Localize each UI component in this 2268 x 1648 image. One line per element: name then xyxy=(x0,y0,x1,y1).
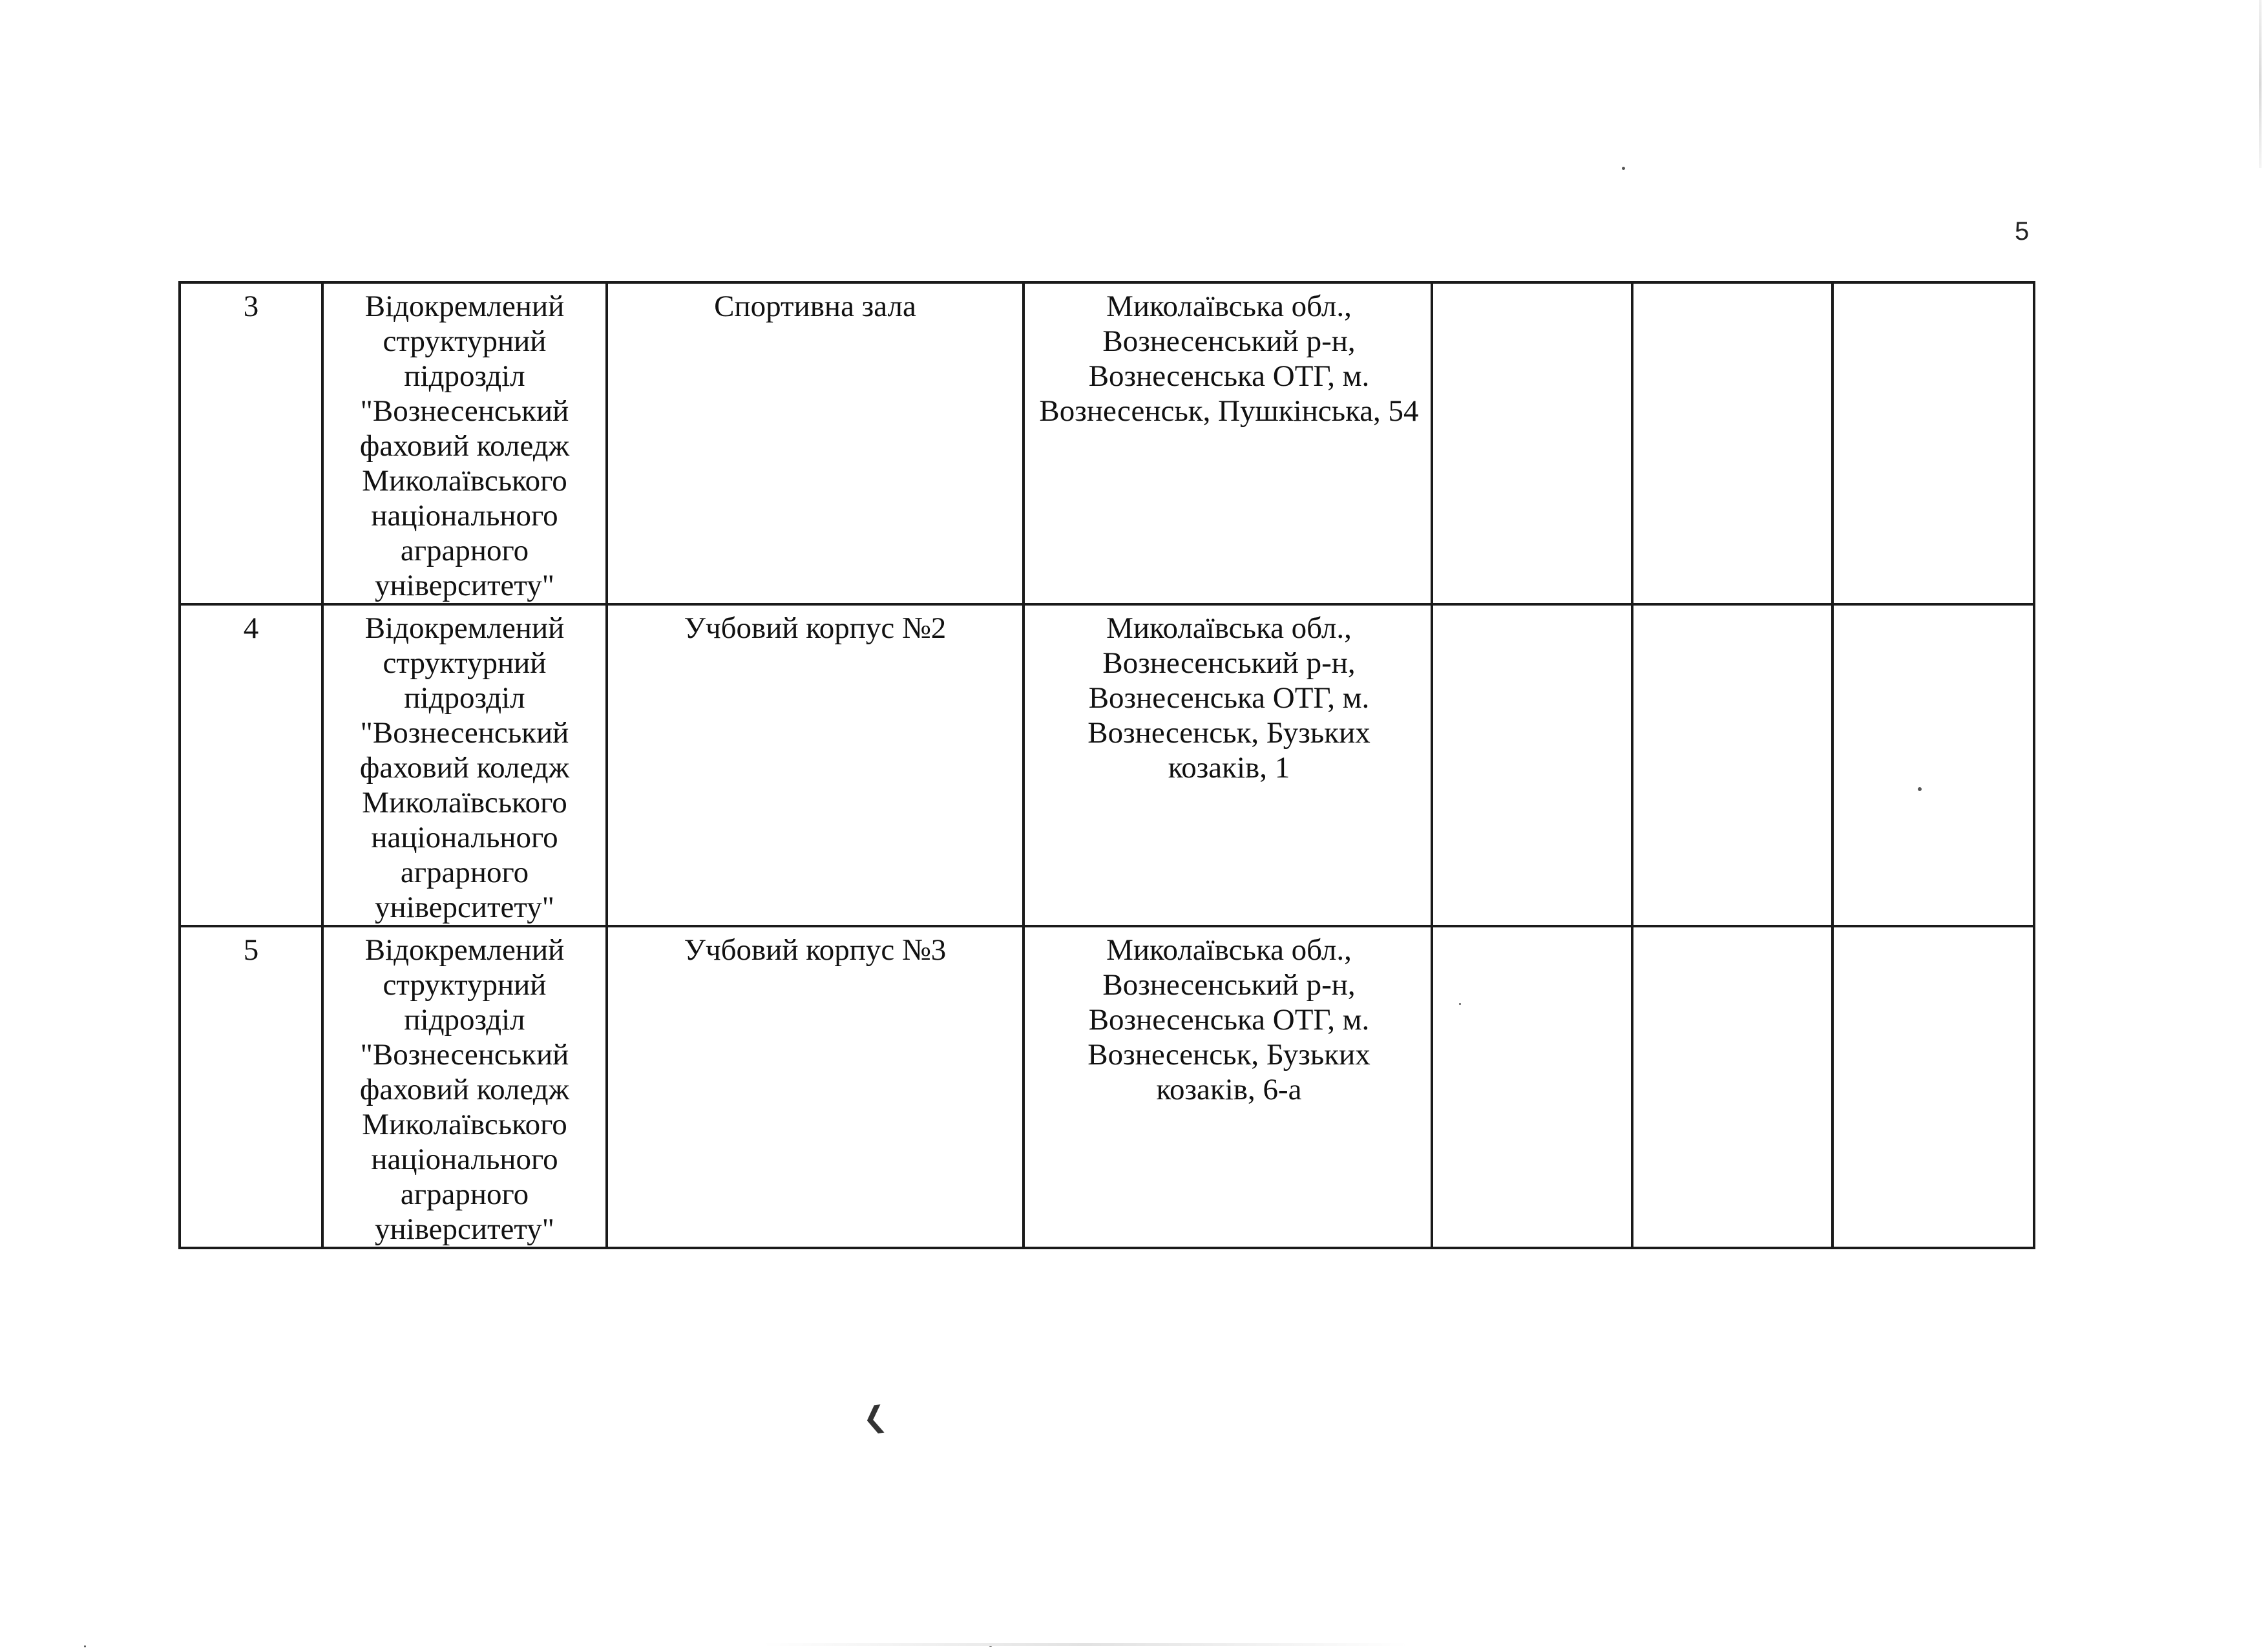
empty-cell xyxy=(1432,604,1632,926)
address-cell xyxy=(1024,926,1432,1248)
empty-cell xyxy=(1832,604,2034,926)
empty-cell xyxy=(1432,282,1632,604)
object-address: Миколаївська обл., Вознесенський р-н, Вознесенська ОТГ, м. Вознесенськ, Бузьких козаків, 6-а xyxy=(1087,933,1370,1106)
row-number-cell xyxy=(180,282,322,604)
row-number-cell xyxy=(180,604,322,926)
table-row xyxy=(180,604,2034,926)
empty-cell xyxy=(1432,926,1632,1248)
object-name: Спортивна зала xyxy=(714,290,916,323)
organization-name: Відокремлений структурний підрозділ "Вознесенський фаховий коледж Миколаївського національного аграрного університету" xyxy=(359,290,570,602)
organization-cell xyxy=(322,282,607,604)
ink-mark-icon: ❮ xyxy=(860,1399,889,1436)
scan-edge-right xyxy=(2259,0,2262,168)
scan-speck-icon xyxy=(1459,1003,1461,1005)
facilities-table xyxy=(178,281,2035,1249)
object-cell xyxy=(607,926,1024,1248)
address-cell xyxy=(1024,282,1432,604)
row-number: 5 xyxy=(243,933,259,967)
object-cell xyxy=(607,604,1024,926)
organization-cell xyxy=(322,926,607,1248)
organization-name: Відокремлений структурний підрозділ "Вознесенський фаховий коледж Миколаївського національного аграрного університету" xyxy=(359,611,570,924)
table-row xyxy=(180,926,2034,1248)
object-name: Учбовий корпус №3 xyxy=(684,933,947,967)
empty-cell xyxy=(1832,282,2034,604)
object-name: Учбовий корпус №2 xyxy=(684,611,947,645)
object-address: Миколаївська обл., Вознесенський р-н, Вознесенська ОТГ, м. Вознесенськ, Пушкінська, 54 xyxy=(1039,290,1419,428)
empty-cell xyxy=(1632,282,1832,604)
organization-cell xyxy=(322,604,607,926)
empty-cell xyxy=(1832,926,2034,1248)
table-row xyxy=(180,282,2034,604)
row-number-cell xyxy=(180,926,322,1248)
scan-speck-icon xyxy=(1918,787,1922,791)
address-cell xyxy=(1024,604,1432,926)
object-cell xyxy=(607,282,1024,604)
scan-edge-bottom xyxy=(762,1643,1409,1646)
row-number: 3 xyxy=(243,290,259,323)
page-number: 5 xyxy=(2015,217,2030,246)
organization-name: Відокремлений структурний підрозділ "Вознесенський фаховий коледж Миколаївського національного аграрного університету" xyxy=(359,933,570,1246)
empty-cell xyxy=(1632,926,1832,1248)
scan-speck-icon xyxy=(84,1645,86,1647)
object-address: Миколаївська обл., Вознесенський р-н, Вознесенська ОТГ, м. Вознесенськ, Бузьких козаків, 1 xyxy=(1087,611,1370,785)
scan-speck-icon xyxy=(1622,167,1625,170)
row-number: 4 xyxy=(243,611,259,645)
empty-cell xyxy=(1632,604,1832,926)
